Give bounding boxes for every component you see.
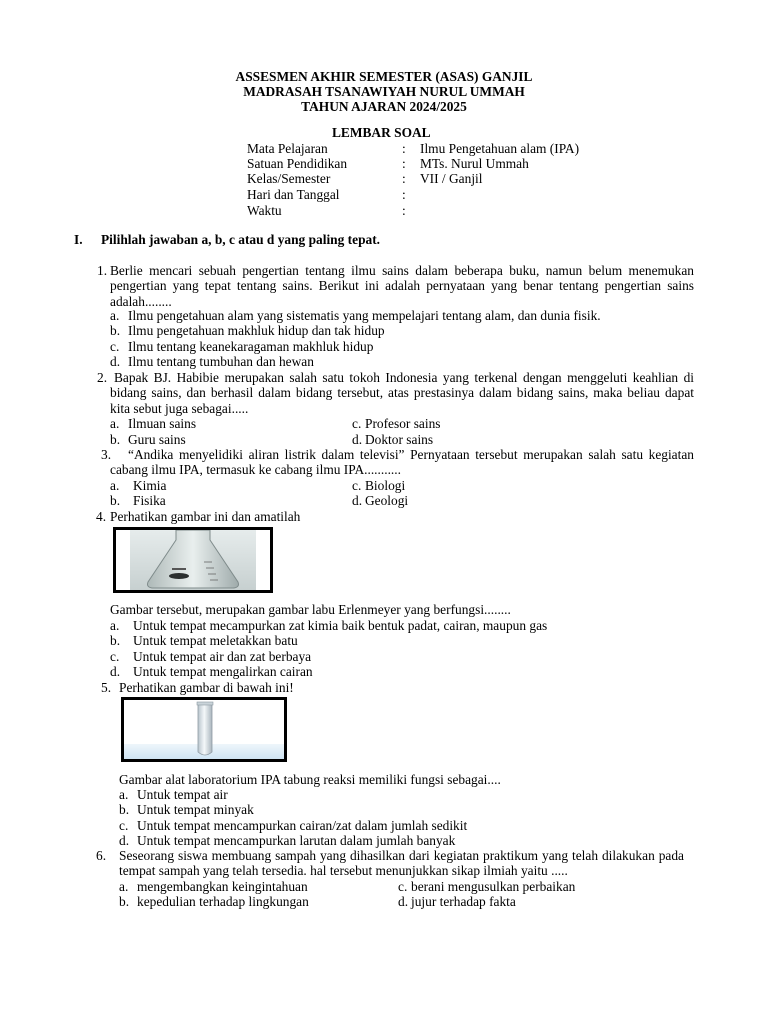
option-letter: d. xyxy=(398,894,409,909)
info-colon: : xyxy=(402,203,406,218)
question-number: 4. xyxy=(96,509,107,524)
option-text: Untuk tempat mencampurkan larutan dalam jumlah banyak xyxy=(137,833,456,848)
option-text: Untuk tempat air dan zat berbaya xyxy=(133,649,312,664)
option-letter: a. xyxy=(110,308,120,323)
option-text: Ilmu pengetahuan alam yang sistematis yang mempelajari tentang alam, dan dunia fisik. xyxy=(128,308,601,323)
option-letter: c. xyxy=(119,818,129,833)
option-letter: c. xyxy=(398,879,408,894)
option-letter: c. xyxy=(110,339,120,354)
option-text: Biologi xyxy=(365,478,406,493)
option-text: Guru sains xyxy=(128,432,186,447)
info-label: Hari dan Tanggal xyxy=(247,187,340,202)
question-text: Berlie mencari sebuah pengertian tentang ilmu sains dalam beberapa buku, namun belum menemukan pengertian yang tepat tentang sains. Berikut ini adalah pernyataan yang benar tentang pengertian sains adalah........ xyxy=(110,263,694,309)
header-line-1: ASSESMEN AKHIR SEMESTER (ASAS) GANJIL xyxy=(235,69,533,84)
option-letter: a. xyxy=(119,879,129,894)
option-letter: a. xyxy=(110,618,120,633)
info-colon: : xyxy=(402,141,406,156)
option-text: Ilmu pengetahuan makhluk hidup dan tak hidup xyxy=(128,323,385,338)
header-line-3: TAHUN AJARAN 2024/2025 xyxy=(301,99,467,114)
option-text: Untuk tempat meletakkan batu xyxy=(133,633,298,648)
option-text: Untuk tempat minyak xyxy=(137,802,254,817)
option-text: mengembangkan keingintahuan xyxy=(137,879,308,894)
option-letter: d. xyxy=(352,432,363,447)
option-letter: b. xyxy=(119,802,130,817)
option-text: Ilmu tentang keanekaragaman makhluk hidup xyxy=(128,339,374,354)
option-text: kepedulian terhadap lingkungan xyxy=(137,894,309,909)
question-text: Bapak BJ. Habibie merupakan salah satu tokoh Indonesia yang terkenal dengan menggeluti keahlian di bidang sains, dan berhasil dalam bidang tersebut, atas prestasinya dalam bidang sains, maka beliau dapat kita sebut juga sebagai..... xyxy=(110,370,694,416)
question-text: Perhatikan gambar di bawah ini! xyxy=(119,680,294,695)
info-label: Mata Pelajaran xyxy=(247,141,328,156)
question-number: 3. xyxy=(101,447,112,462)
info-value: MTs. Nurul Ummah xyxy=(420,156,529,171)
info-colon: : xyxy=(402,171,406,186)
info-value: Ilmu Pengetahuan alam (IPA) xyxy=(420,141,580,156)
header-line-2: MADRASAH TSANAWIYAH NURUL UMMAH xyxy=(243,84,525,99)
option-text: Geologi xyxy=(365,493,409,508)
info-value: VII / Ganjil xyxy=(420,171,483,186)
option-text: Untuk tempat mecampurkan zat kimia baik bentuk padat, cairan, maupun gas xyxy=(133,618,548,633)
erlenmeyer-flask-image xyxy=(113,527,273,593)
option-text: jujur terhadap fakta xyxy=(411,894,516,909)
option-letter: b. xyxy=(110,323,121,338)
info-label: Waktu xyxy=(247,203,282,218)
option-letter: c. xyxy=(352,416,362,431)
option-text: Kimia xyxy=(133,478,167,493)
sheet-title: LEMBAR SOAL xyxy=(332,125,431,140)
option-text: Fisika xyxy=(133,493,166,508)
option-text: Untuk tempat mencampurkan cairan/zat dalam jumlah sedikit xyxy=(137,818,468,833)
question-number: 2. xyxy=(97,370,108,385)
info-label: Kelas/Semester xyxy=(247,171,331,186)
test-tube-icon xyxy=(124,700,284,759)
option-letter: a. xyxy=(110,416,120,431)
question-prompt: Gambar alat laboratorium IPA tabung reaksi memiliki fungsi sebagai.... xyxy=(119,772,501,787)
option-letter: b. xyxy=(119,894,130,909)
question-number: 1. xyxy=(97,263,108,278)
question-text: Perhatikan gambar ini dan amatilah xyxy=(110,509,301,524)
option-text: berani mengusulkan perbaikan xyxy=(411,879,576,894)
info-colon: : xyxy=(402,187,406,202)
option-letter: d. xyxy=(110,354,121,369)
option-letter: b. xyxy=(110,493,121,508)
erlenmeyer-flask-icon xyxy=(116,530,270,590)
option-letter: a. xyxy=(119,787,129,802)
info-colon: : xyxy=(402,156,406,171)
option-letter: c. xyxy=(110,649,120,664)
option-letter: b. xyxy=(110,633,121,648)
question-text: Seseorang siswa membuang sampah yang dihasilkan dari kegiatan praktikum yang telah dilakukan pada tempat sampah yang telah tersedia. hal tersebut menunjukkan sikap ilmiah yaitu ..... xyxy=(119,848,684,879)
question-text: “Andika menyelidiki aliran listrik dalam televisi” Pernyataan tersebut merupakan salah satu kegiatan cabang ilmu IPA, termasuk ke cabang ilmu IPA........... xyxy=(110,447,694,478)
option-text: Doktor sains xyxy=(365,432,434,447)
option-letter: d. xyxy=(352,493,363,508)
test-tube-image xyxy=(121,697,287,762)
question-number: 5. xyxy=(101,680,112,695)
option-text: Profesor sains xyxy=(365,416,441,431)
option-text: Untuk tempat mengalirkan cairan xyxy=(133,664,313,679)
question-number: 6. xyxy=(96,848,107,863)
option-letter: d. xyxy=(110,664,121,679)
option-letter: a. xyxy=(110,478,120,493)
option-letter: d. xyxy=(119,833,130,848)
question-prompt: Gambar tersebut, merupakan gambar labu Erlenmeyer yang berfungsi........ xyxy=(110,602,511,617)
info-label: Satuan Pendidikan xyxy=(247,156,348,171)
option-letter: b. xyxy=(110,432,121,447)
option-text: Ilmu tentang tumbuhan dan hewan xyxy=(128,354,314,369)
option-text: Untuk tempat air xyxy=(137,787,228,802)
option-text: Ilmuan sains xyxy=(128,416,197,431)
section-instruction: Pilihlah jawaban a, b, c atau d yang paling tepat. xyxy=(101,232,381,247)
option-letter: c. xyxy=(352,478,362,493)
section-number: I. xyxy=(74,232,83,247)
